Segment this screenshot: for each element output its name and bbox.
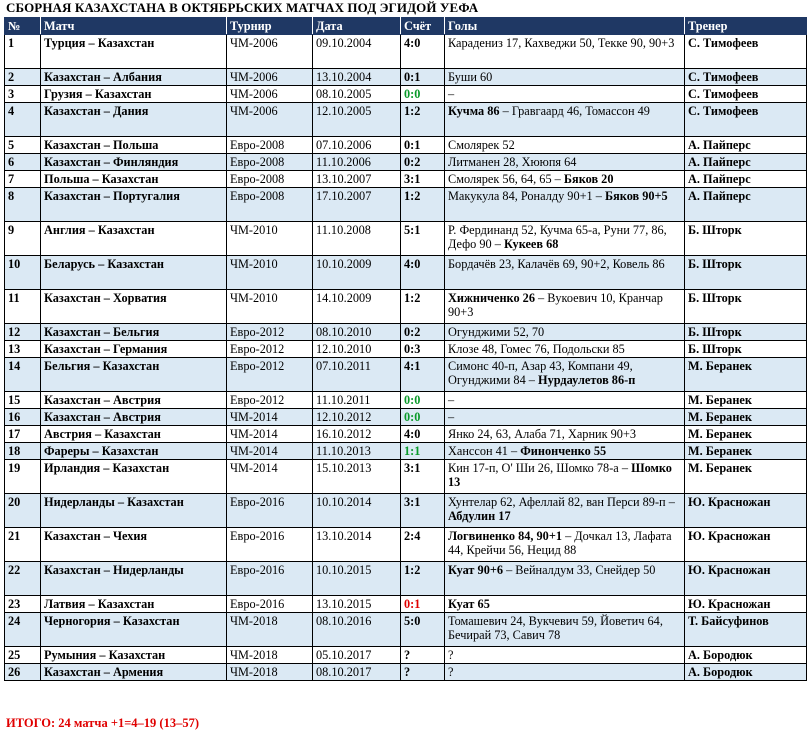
score: 4:1	[401, 358, 445, 392]
goal-scorer-kazakhstan: Бяков 20	[563, 172, 614, 186]
row-number: 3	[5, 86, 41, 103]
column-header-goals: Голы	[445, 18, 685, 35]
match-teams: Казахстан – Германия	[41, 341, 227, 358]
coach: М. Беранек	[685, 392, 807, 409]
goals	[445, 154, 685, 171]
goals	[445, 290, 685, 324]
table-row	[5, 596, 807, 613]
row-number: 22	[5, 562, 41, 596]
table-row	[5, 324, 807, 341]
tournament: Евро-2012	[227, 341, 313, 358]
goals	[445, 460, 685, 494]
match-teams: Казахстан – Нидерланды	[41, 562, 227, 596]
table-row	[5, 392, 807, 409]
match-date: 11.10.2006	[313, 154, 401, 171]
tournament: ЧМ-2014	[227, 409, 313, 426]
match-teams: Казахстан – Австрия	[41, 392, 227, 409]
goal-scorers: ?	[448, 665, 454, 679]
row-number: 12	[5, 324, 41, 341]
coach: М. Беранек	[685, 460, 807, 494]
score: 0:2	[401, 154, 445, 171]
goals	[445, 103, 685, 137]
column-header-match: Матч	[41, 18, 227, 35]
table-row	[5, 35, 807, 69]
score: 0:1	[401, 69, 445, 86]
goal-scorers: Янко 24, 63, Алаба 71, Харник 90+3	[448, 427, 637, 441]
score: ?	[401, 664, 445, 681]
goal-scorers: Макукула 84, Роналду 90+1 –	[448, 189, 605, 203]
match-teams: Австрия – Казахстан	[41, 426, 227, 443]
tournament: Евро-2016	[227, 596, 313, 613]
table-row	[5, 86, 807, 103]
goal-scorers: Литманен 28, Хююпя 64	[448, 155, 577, 169]
goal-scorers: Смолярек 56, 64, 65 –	[448, 172, 564, 186]
tournament: ЧМ-2010	[227, 222, 313, 256]
row-number: 6	[5, 154, 41, 171]
goal-scorers: Карадениз 17, Кахведжи 50, Текке 90, 90+3	[448, 36, 675, 50]
tournament: Евро-2016	[227, 494, 313, 528]
row-number: 23	[5, 596, 41, 613]
tournament: ЧМ-2010	[227, 256, 313, 290]
match-date: 11.10.2013	[313, 443, 401, 460]
goal-scorer-kazakhstan: Нурдаулетов 86-п	[538, 373, 636, 387]
match-date: 07.10.2011	[313, 358, 401, 392]
match-teams: Казахстан – Польша	[41, 137, 227, 154]
row-number: 21	[5, 528, 41, 562]
coach: Ю. Красножан	[685, 528, 807, 562]
tournament: ЧМ-2010	[227, 290, 313, 324]
goal-scorer-kazakhstan: Куат 90+6	[448, 563, 503, 577]
row-number: 10	[5, 256, 41, 290]
tournament: ЧМ-2014	[227, 460, 313, 494]
coach: Б. Шторк	[685, 324, 807, 341]
table-row	[5, 137, 807, 154]
column-header-date: Дата	[313, 18, 401, 35]
row-number: 8	[5, 188, 41, 222]
row-number: 1	[5, 35, 41, 69]
goal-scorers: Ханссон 41 –	[448, 444, 521, 458]
tournament: ЧМ-2018	[227, 613, 313, 647]
row-number: 20	[5, 494, 41, 528]
table-row	[5, 341, 807, 358]
row-number: 17	[5, 426, 41, 443]
match-date: 12.10.2012	[313, 409, 401, 426]
match-date: 08.10.2017	[313, 664, 401, 681]
tournament: Евро-2008	[227, 137, 313, 154]
table-row	[5, 409, 807, 426]
goals	[445, 256, 685, 290]
match-date: 13.10.2004	[313, 69, 401, 86]
tournament: ЧМ-2014	[227, 426, 313, 443]
score: 0:3	[401, 341, 445, 358]
table-row	[5, 613, 807, 647]
coach: А. Бородюк	[685, 647, 807, 664]
goal-scorers: – Вукоевич 10, Кранчар 90+3	[448, 291, 663, 319]
coach: Ю. Красножан	[685, 596, 807, 613]
goal-scorer-kazakhstan: Бяков 90+5	[604, 189, 668, 203]
goals	[445, 171, 685, 188]
match-date: 17.10.2007	[313, 188, 401, 222]
goals	[445, 596, 685, 613]
tournament: Евро-2008	[227, 171, 313, 188]
row-number: 7	[5, 171, 41, 188]
table-row	[5, 358, 807, 392]
coach: С. Тимофеев	[685, 103, 807, 137]
coach: Б. Шторк	[685, 341, 807, 358]
goal-scorers: Огунджими 52, 70	[448, 325, 545, 339]
row-number: 13	[5, 341, 41, 358]
goal-scorer-kazakhstan: Финонченко 55	[520, 444, 607, 458]
match-date: 15.10.2013	[313, 460, 401, 494]
score: 0:0	[401, 409, 445, 426]
match-teams: Казахстан – Хорватия	[41, 290, 227, 324]
match-teams: Казахстан – Армения	[41, 664, 227, 681]
match-teams: Латвия – Казахстан	[41, 596, 227, 613]
coach: С. Тимофеев	[685, 86, 807, 103]
match-teams: Польша – Казахстан	[41, 171, 227, 188]
tournament: ЧМ-2006	[227, 86, 313, 103]
tournament: Евро-2012	[227, 358, 313, 392]
tournament: ЧМ-2018	[227, 664, 313, 681]
row-number: 19	[5, 460, 41, 494]
tournament: Евро-2016	[227, 562, 313, 596]
goal-scorer-kazakhstan: Хижниченко 26	[448, 291, 535, 305]
tournament: ЧМ-2014	[227, 443, 313, 460]
goals	[445, 188, 685, 222]
match-date: 10.10.2015	[313, 562, 401, 596]
match-date: 05.10.2017	[313, 647, 401, 664]
goals	[445, 409, 685, 426]
goal-scorers: Бордачёв 23, Калачёв 69, 90+2, Ковель 86	[448, 257, 665, 271]
goal-scorers: Р. Фердинанд 52, Кучма 65-а, Руни 77, 86, Дефо 90 –	[448, 223, 667, 251]
score: ?	[401, 647, 445, 664]
column-header-number: №	[5, 18, 41, 35]
match-teams: Казахстан – Чехия	[41, 528, 227, 562]
score: 0:0	[401, 86, 445, 103]
coach: М. Беранек	[685, 443, 807, 460]
page-title: СБОРНАЯ КАЗАХСТАНА В ОКТЯБРЬСКИХ МАТЧАХ ПОД ЭГИДОЙ УЕФА	[6, 0, 479, 15]
table-row	[5, 171, 807, 188]
match-teams: Бельгия – Казахстан	[41, 358, 227, 392]
table-row	[5, 222, 807, 256]
goals	[445, 494, 685, 528]
row-number: 18	[5, 443, 41, 460]
score: 4:0	[401, 426, 445, 443]
row-number: 11	[5, 290, 41, 324]
match-teams: Фареры – Казахстан	[41, 443, 227, 460]
row-number: 24	[5, 613, 41, 647]
score: 3:1	[401, 494, 445, 528]
goal-scorers: Смолярек 52	[448, 138, 515, 152]
goals	[445, 392, 685, 409]
score: 1:1	[401, 443, 445, 460]
match-teams: Казахстан – Португалия	[41, 188, 227, 222]
match-teams: Румыния – Казахстан	[41, 647, 227, 664]
score: 3:1	[401, 171, 445, 188]
goals	[445, 358, 685, 392]
table-row	[5, 494, 807, 528]
tournament: Евро-2016	[227, 528, 313, 562]
goal-scorers: – Вейналдум 33, Снейдер 50	[503, 563, 656, 577]
goal-scorers: Буши 60	[448, 70, 493, 84]
goal-scorer-kazakhstan: Кукеев 68	[503, 237, 559, 251]
coach: А. Пайперс	[685, 137, 807, 154]
coach: Ю. Красножан	[685, 494, 807, 528]
goal-scorers: Симонс 40-п, Азар 43, Компани 49, Огунджими 84 –	[448, 359, 633, 387]
goals	[445, 324, 685, 341]
score: 0:0	[401, 392, 445, 409]
tournament: Евро-2008	[227, 154, 313, 171]
coach: С. Тимофеев	[685, 69, 807, 86]
coach: С. Тимофеев	[685, 35, 807, 69]
matches-table	[4, 17, 807, 681]
table-row	[5, 443, 807, 460]
table-row	[5, 103, 807, 137]
goal-scorer-kazakhstan: Куат 65	[448, 597, 490, 611]
table-row	[5, 290, 807, 324]
table-row	[5, 528, 807, 562]
coach: А. Пайперс	[685, 154, 807, 171]
match-date: 08.10.2016	[313, 613, 401, 647]
goal-scorers: Хунтелар 62, Афеллай 82, ван Перси 89-п –	[448, 495, 675, 509]
tournament: ЧМ-2006	[227, 103, 313, 137]
goals	[445, 664, 685, 681]
coach: А. Пайперс	[685, 188, 807, 222]
score: 5:1	[401, 222, 445, 256]
row-number: 5	[5, 137, 41, 154]
match-date: 09.10.2004	[313, 35, 401, 69]
score: 1:2	[401, 562, 445, 596]
match-date: 10.10.2009	[313, 256, 401, 290]
table-row	[5, 69, 807, 86]
match-teams: Казахстан – Бельгия	[41, 324, 227, 341]
tournament: ЧМ-2006	[227, 35, 313, 69]
score: 2:4	[401, 528, 445, 562]
table-row	[5, 256, 807, 290]
match-date: 13.10.2007	[313, 171, 401, 188]
coach: А. Пайперс	[685, 171, 807, 188]
match-date: 12.10.2010	[313, 341, 401, 358]
match-date: 14.10.2009	[313, 290, 401, 324]
goal-scorers: Кин 17-п, О' Ши 26, Шомко 78-а –	[448, 461, 632, 475]
coach: А. Бородюк	[685, 664, 807, 681]
tournament: Евро-2008	[227, 188, 313, 222]
match-date: 10.10.2014	[313, 494, 401, 528]
column-header-tournament: Турнир	[227, 18, 313, 35]
table-body	[5, 35, 807, 681]
tournament: Евро-2012	[227, 392, 313, 409]
totals-summary: ИТОГО: 24 матча +1=4–19 (13–57)	[6, 716, 200, 730]
match-date: 08.10.2005	[313, 86, 401, 103]
match-date: 07.10.2006	[313, 137, 401, 154]
coach: Т. Байсуфинов	[685, 613, 807, 647]
header-row	[5, 18, 807, 35]
goal-scorers: –	[448, 410, 455, 424]
row-number: 4	[5, 103, 41, 137]
goals	[445, 647, 685, 664]
score: 4:0	[401, 256, 445, 290]
goal-scorers: ?	[448, 648, 454, 662]
row-number: 9	[5, 222, 41, 256]
goals	[445, 35, 685, 69]
coach: Ю. Красножан	[685, 562, 807, 596]
table-row	[5, 647, 807, 664]
score: 5:0	[401, 613, 445, 647]
match-teams: Казахстан – Австрия	[41, 409, 227, 426]
match-date: 08.10.2010	[313, 324, 401, 341]
score: 1:2	[401, 103, 445, 137]
coach: Б. Шторк	[685, 290, 807, 324]
row-number: 25	[5, 647, 41, 664]
match-teams: Казахстан – Албания	[41, 69, 227, 86]
goal-scorer-kazakhstan: Абдулин 17	[448, 509, 511, 523]
row-number: 26	[5, 664, 41, 681]
match-date: 16.10.2012	[313, 426, 401, 443]
match-teams: Турция – Казахстан	[41, 35, 227, 69]
match-teams: Ирландия – Казахстан	[41, 460, 227, 494]
match-teams: Казахстан – Дания	[41, 103, 227, 137]
tournament: ЧМ-2006	[227, 69, 313, 86]
goal-scorer-kazakhstan: Шомко 13	[448, 461, 672, 489]
match-teams: Англия – Казахстан	[41, 222, 227, 256]
score: 1:2	[401, 290, 445, 324]
score: 3:1	[401, 460, 445, 494]
goal-scorer-kazakhstan: Логвиненко 84, 90+1	[448, 529, 562, 543]
coach: М. Беранек	[685, 426, 807, 443]
score: 1:2	[401, 188, 445, 222]
table-row	[5, 188, 807, 222]
tournament: ЧМ-2018	[227, 647, 313, 664]
goals	[445, 341, 685, 358]
table-row	[5, 426, 807, 443]
row-number: 15	[5, 392, 41, 409]
goals	[445, 86, 685, 103]
goal-scorers: Клозе 48, Гомес 76, Подольски 85	[448, 342, 625, 356]
goal-scorers: –	[448, 393, 455, 407]
row-number: 16	[5, 409, 41, 426]
table-row	[5, 562, 807, 596]
table-row	[5, 460, 807, 494]
column-header-coach: Тренер	[685, 18, 807, 35]
score: 0:1	[401, 137, 445, 154]
goal-scorers: Томашевич 24, Вукчевич 59, Йоветич 64, Бечирай 73, Савич 78	[448, 614, 663, 642]
goal-scorers: – Дочкал 13, Лафата 44, Крейчи 56, Нецид 88	[448, 529, 672, 557]
row-number: 2	[5, 69, 41, 86]
coach: М. Беранек	[685, 409, 807, 426]
goal-scorer-kazakhstan: Кучма 86	[448, 104, 500, 118]
match-teams: Черногория – Казахстан	[41, 613, 227, 647]
match-teams: Нидерланды – Казахстан	[41, 494, 227, 528]
goals	[445, 443, 685, 460]
match-date: 11.10.2008	[313, 222, 401, 256]
goals	[445, 222, 685, 256]
tournament: Евро-2012	[227, 324, 313, 341]
goals	[445, 528, 685, 562]
match-teams: Грузия – Казахстан	[41, 86, 227, 103]
table-row	[5, 154, 807, 171]
match-teams: Казахстан – Финляндия	[41, 154, 227, 171]
goals	[445, 613, 685, 647]
table-row	[5, 664, 807, 681]
goal-scorers: –	[448, 87, 455, 101]
match-date: 11.10.2011	[313, 392, 401, 409]
goals	[445, 426, 685, 443]
goals	[445, 69, 685, 86]
match-date: 13.10.2015	[313, 596, 401, 613]
column-header-score: Счёт	[401, 18, 445, 35]
match-date: 13.10.2014	[313, 528, 401, 562]
score: 4:0	[401, 35, 445, 69]
score: 0:2	[401, 324, 445, 341]
match-date: 12.10.2005	[313, 103, 401, 137]
goals	[445, 137, 685, 154]
coach: Б. Шторк	[685, 256, 807, 290]
coach: Б. Шторк	[685, 222, 807, 256]
coach: М. Беранек	[685, 358, 807, 392]
score: 0:1	[401, 596, 445, 613]
goals	[445, 562, 685, 596]
goal-scorers: – Гравгаард 46, Томассон 49	[499, 104, 650, 118]
row-number: 14	[5, 358, 41, 392]
match-teams: Беларусь – Казахстан	[41, 256, 227, 290]
